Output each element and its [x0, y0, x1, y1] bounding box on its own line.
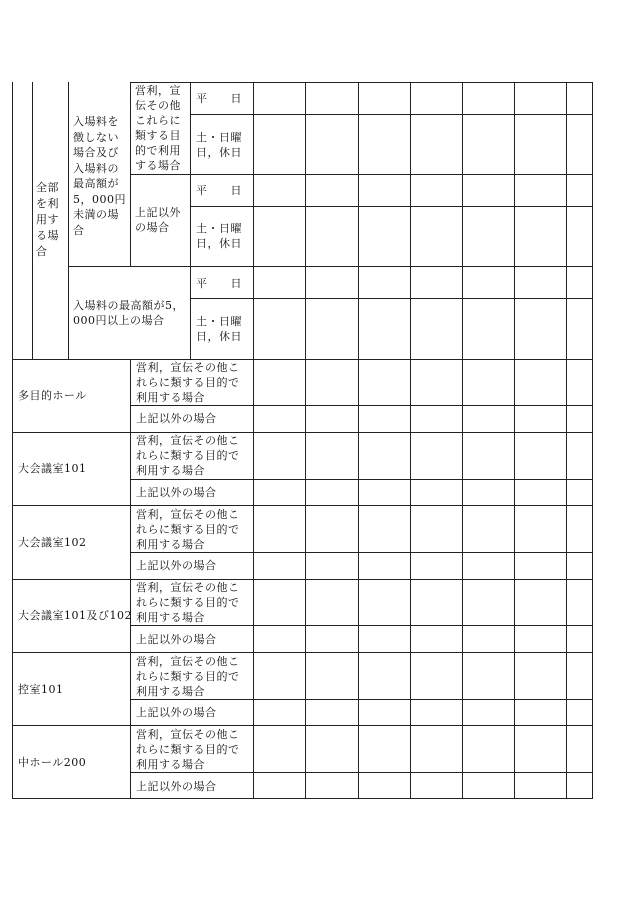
- commercial-purpose-label: 営利，宣 伝その他 これらに 類する目 的で利用 する場合: [135, 84, 181, 172]
- commercial-purpose-label: 営利，宣伝その他こ れらに類する目的で 利用する場合: [136, 728, 240, 771]
- commercial-purpose-label: 営利，宣伝その他こ れらに類する目的で 利用する場合: [136, 361, 240, 404]
- rule: [514, 82, 515, 799]
- rule: [130, 479, 593, 480]
- other-purpose-label: 上記以外の場合: [136, 412, 217, 425]
- rule: [12, 505, 593, 506]
- rule: [190, 298, 593, 299]
- rule: [12, 432, 593, 433]
- rule: [130, 82, 593, 83]
- holiday-label: 土・日曜 日，休日: [196, 315, 242, 343]
- holiday-label: 土・日曜 日，休日: [196, 131, 242, 159]
- rule: [130, 552, 593, 553]
- rule: [305, 82, 306, 799]
- other-purpose-label: 上記以外の場合: [136, 780, 217, 793]
- rule: [12, 725, 593, 726]
- room-name: 大会議室102: [18, 536, 87, 549]
- weekday-label: 平 日: [196, 184, 242, 197]
- fee-5000-and-over-label: 入場料の最高額が5， 000円以上の場合: [73, 299, 184, 327]
- room-name: 控室101: [18, 683, 64, 696]
- rule: [190, 206, 593, 207]
- room-name: 中ホール200: [18, 756, 87, 769]
- room-name: 多目的ホール: [18, 389, 87, 402]
- usage-all-label: 全部 を利 用する場 合: [36, 181, 59, 258]
- rule: [130, 625, 593, 626]
- rule: [68, 82, 69, 360]
- rule: [253, 82, 254, 799]
- rule: [12, 579, 593, 580]
- rule: [130, 405, 593, 406]
- rule: [130, 772, 593, 773]
- no-fee-under-5000-label: 入場料を 徴しない 場合及び 入場料の 最高額が 5，000円 未満の場 合: [73, 115, 126, 237]
- commercial-purpose-label: 営利，宣伝その他こ れらに類する目的で 利用する場合: [136, 434, 240, 477]
- commercial-purpose-label: 営利，宣伝その他こ れらに類する目的で 利用する場合: [136, 508, 240, 551]
- commercial-purpose-label: 営利，宣伝その他こ れらに類する目的で 利用する場合: [136, 581, 240, 624]
- rule: [130, 359, 131, 799]
- weekday-label: 平 日: [196, 92, 242, 105]
- weekday-label: 平 日: [196, 277, 242, 290]
- rule: [12, 359, 593, 360]
- rule: [358, 82, 359, 799]
- other-purpose-label: 上記以外の場合: [136, 633, 217, 646]
- rule: [566, 82, 567, 799]
- rule: [462, 82, 463, 799]
- rule: [32, 82, 33, 360]
- other-purpose-label: 上記以外の場合: [136, 486, 217, 499]
- room-name: 大会議室101: [18, 462, 87, 475]
- rule: [130, 174, 593, 175]
- rule: [12, 798, 593, 799]
- rule: [12, 652, 593, 653]
- rule: [592, 82, 593, 799]
- rule: [190, 114, 593, 115]
- rule: [12, 82, 13, 799]
- rule: [130, 699, 593, 700]
- room-name: 大会議室101及び102: [18, 609, 132, 622]
- commercial-purpose-label: 営利，宣伝その他こ れらに類する目的で 利用する場合: [136, 655, 240, 698]
- other-purpose-label: 上記以外 の場合: [135, 206, 181, 234]
- other-purpose-label: 上記以外の場合: [136, 559, 217, 572]
- holiday-label: 土・日曜 日，休日: [196, 222, 242, 250]
- rule: [410, 82, 411, 799]
- other-purpose-label: 上記以外の場合: [136, 706, 217, 719]
